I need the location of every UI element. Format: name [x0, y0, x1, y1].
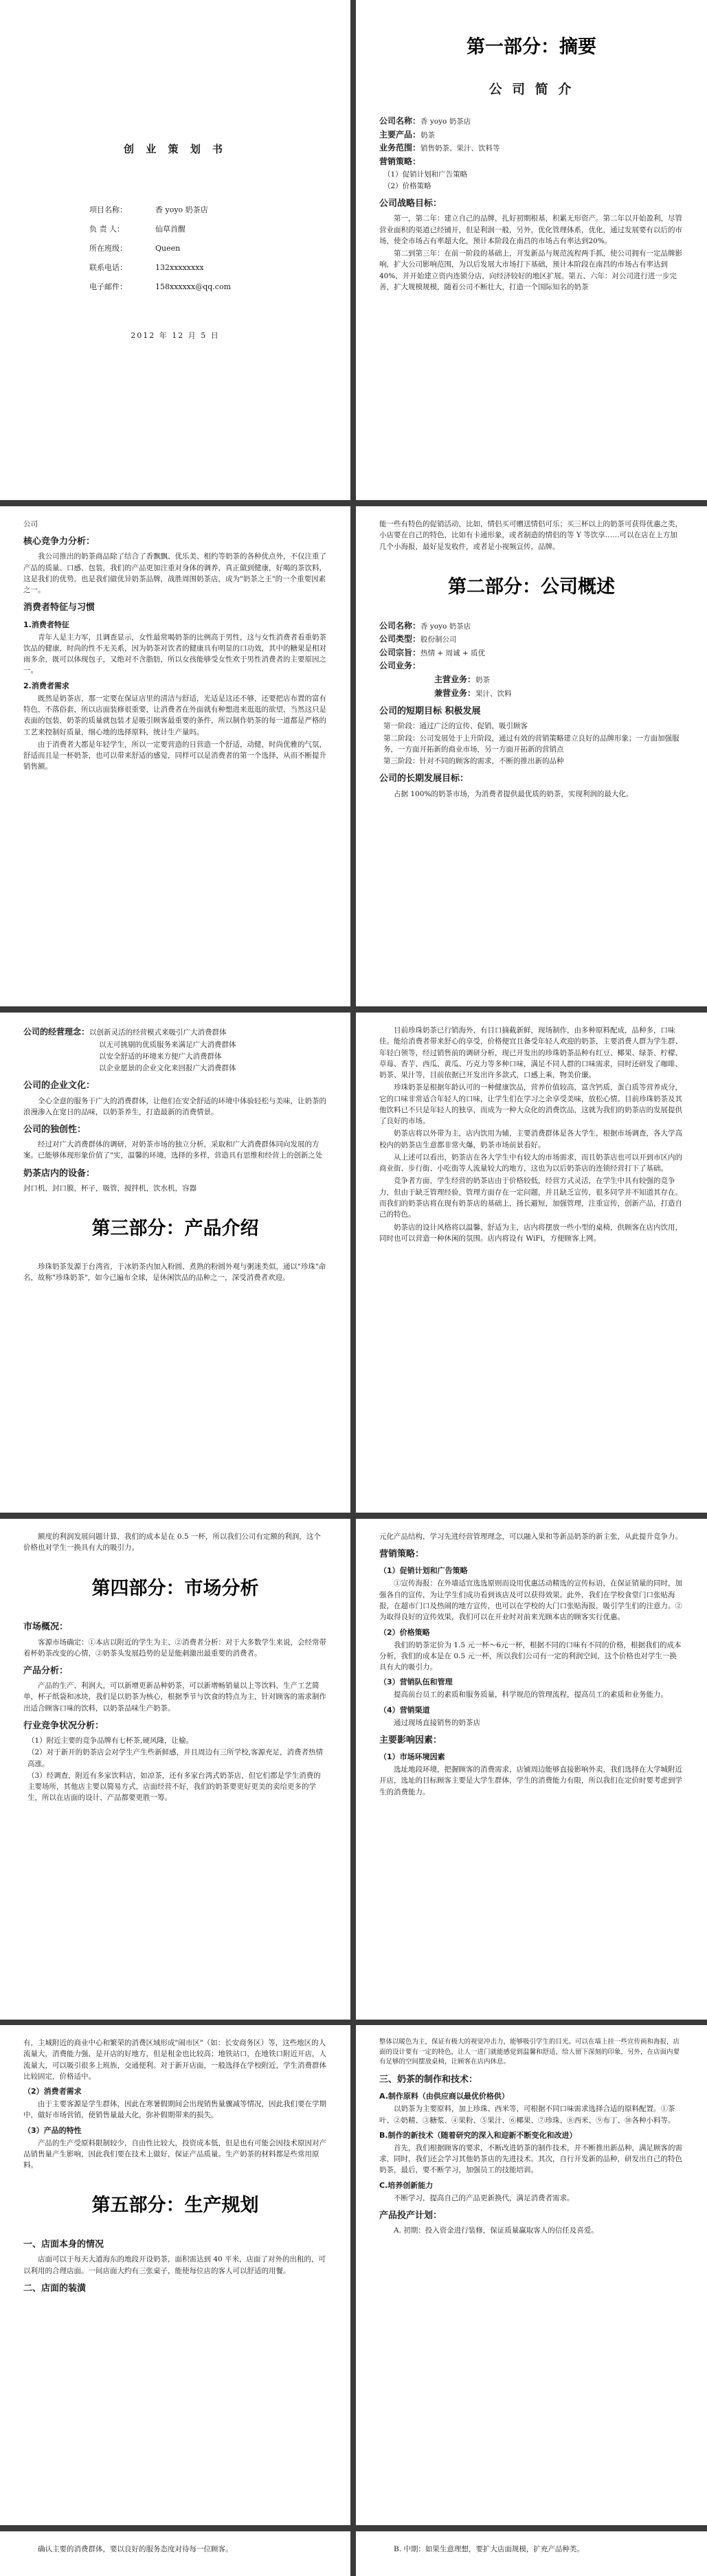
info-row: 公司名称：香 yoyo 奶茶店	[379, 620, 471, 631]
paragraph: 珍珠奶茶是根据年龄认可的一种健康饮品，营养价值较高，富含钙质，蛋白质等营养成分，它的口味非常适合年轻人的口味，让学生们在学习之余享受美味，放松心情。目前珍珠奶茶及其他饮料已不只是年轻人的独享，而成为一种大众化的消费饮品，这就为我们的奶茶店的发展提供了良好的市场。	[379, 1083, 682, 1126]
info-row: 公司类型：股份制公司	[379, 634, 457, 644]
info-row: 公司业务：	[379, 661, 421, 671]
paragraph: 目前珍珠奶茶已行销海外，有目口摘截新鲜，现场制作，由多种原料配成，品种多，口味佳。能给消费者带来舒心的享受，价格便宜且备受年轻人欢迎的奶茶，主要消费人群为学生群、年轻白领等，经过销售前的调研分析，现已开发出的珍珠奶茶品种有红豆、椰果、绿茶、柠檬、草莓、香芋、西瓜、黄瓜、巧克力等多种口味，满足不同人群的口味需求，同时还研发了咖啡、奶茶、果汁等，目前依据已开发出许多款式，口感上乘，物美价廉。	[379, 1026, 682, 1080]
paragraph: 全心全意的服务于广大的消费群体，让他们在安全舒适的环境中体验轻松与美味，让奶茶的浪漫渗入在宽日的品味，以奶茶养生，打造最新的消费情景。	[23, 1096, 326, 1116]
paragraph: 从上述可以看出，奶茶店在各大学生中有较大的市场需求，而且奶茶店也可以开到市区内的商业街、步行街、小吃街等人流量较大的地方，这也为以后奶茶店的连锁经营打下了基础。	[379, 1153, 682, 1173]
list-item: （1）附近主要的竞争品牌有七杯茶,硬风隆，让榆。	[27, 1737, 194, 1745]
paragraph: 我们的奶茶定价为 1.5 元一杯～6元一杯，根据不同的口味有不同的价格，根据我们的成本分析，我们的成本是在 0.5 元一杯，所以我们公司有一定的利润空间，这个价格也对学生一换具有大的吸引力。	[379, 1640, 682, 1672]
page-partial	[0, 2531, 350, 2576]
page-core-competence	[0, 506, 350, 1006]
subheading: A.制作原料（由供应商以最优价格供）	[379, 2092, 509, 2101]
paragraph: 奶茶店的设计风格将以温馨、舒适为主，店内将摆放一些小型的桌椅，供顾客在店内饮用，同时也可以营造一种休闲的氛围。店内将设有 WiFi，方便顾客上网。	[379, 1223, 682, 1243]
heading: 核心竞争力分析：	[23, 536, 96, 547]
paragraph: 整体以暖色为主，保证有极大的视觉冲击力，能够吸引学生的目光。可以在墙上挂一些宣传画和海报，店面的设计要有一定的特色，让人一进门就能感觉到温馨和舒适，给人留下深刻的印象，另外，在店面内要有足够的空间摆放桌椅，让顾客在店内休息。	[379, 2038, 680, 2066]
info-row: 兼营业务：果汁、饮料	[434, 688, 512, 698]
page-market-analysis	[0, 1519, 350, 2020]
subheading: 1.消费者特征	[23, 620, 69, 629]
info-row: 公司宗旨：热情 + 周诚 + 质优	[379, 647, 485, 657]
paragraph: 占据 100%的奶茶市场，为消费者提供最优质的奶茶，实现利润的最大化。	[394, 789, 633, 798]
paragraph: 公司	[23, 520, 38, 528]
paragraph: 既然是奶茶店，那一定要在保证店里的清洁与舒适，光适是这还不够，还要把店布置的富有特色，不落俗套，所以店面装修很重要，让消费者在外面就有种想进来逛逛的欲望，当然这只是表面的包装，奶茶的质量就包装才是吸引顾客最重要的条件，所以制作奶茶的每一道都是严格的工艺来控制好质量，细心地的选择原料，统计生产量吗。	[23, 694, 326, 736]
paragraph: 客源市场确定：①本店以附近的学生为主、②消费者分析：对于大多数学生来说，会经常带着杯奶茶改变的心情，②奶茶头发展趋势的是是能刺激出最重要的消费者。	[23, 1638, 326, 1658]
list-item: 第一阶段：通过广泛的宣传、促销，吸引顾客	[383, 722, 528, 731]
paragraph: 经过对广大消费群体的调研，对奶茶市场的独立分析，采取和广大消费群体同向发展的方案。已能够体现形象价值了"实，温馨的环境，选择的多样，营造具有思维和经营上的创新之处	[23, 1140, 323, 1160]
paragraph: 产品的生产、利润大，可以新增更新品种奶茶，可以新增畅销量以上等饮料，生产工艺简单，杯子纸袋和冰块，我们是以奶茶为核心，根据季节与饮食的特点为主，针对顾客的需求制作出适合顾客口味的饮料，以奶茶品味生产奶茶。	[23, 1682, 326, 1713]
heading: 产品投产计划：	[379, 2211, 442, 2222]
info-row: 主营业务：奶茶	[434, 675, 491, 685]
paragraph: 提高前台员工的素质和服务质量，科学规范的管理流程，提高员工的素质和业务能力。	[394, 1691, 668, 1699]
info-row: 业务范围：销售奶茶、果汁、饮料等	[379, 143, 500, 153]
subheading: 2.消费者需求	[23, 681, 69, 690]
page-summary	[356, 0, 707, 500]
concept-row: 公司的经营理念：以创新灵活的经营模式来吸引广大消费群体	[23, 1027, 227, 1037]
paragraph: 选址地段环境，把握顾客的消费需求，店铺周边能够直接影响外卖，我们选择在大学城附近开店，选址的目标顾客主要是大学生群体，学生的消费能力有限，所以我们在定价时要考虑到学生的消费能力。	[379, 1765, 682, 1796]
heading: 一、店面本身的情况	[23, 2239, 104, 2250]
list-item: （3）经调查，附近有多家饮料店，如凉茶，还有多家台湾式奶茶店，但它们都是学生消费的主要场所，其他店主要以简易方式，店面经营不好，我们的奶茶要更好更美的卖给更多的学生，所以在店面的设计、产品都要更胜一筹。	[27, 1771, 321, 1803]
subheading: （3）产品的特性	[23, 2125, 82, 2135]
paragraph: 第一，第二年：建立自己的品牌，扎好初期根基，积累无形资产。第二年以开始盈利，尽管营业面积的渠道已经铺开，但是利润一般，另外，优化管理体系，优化，通过发展要有以后的市场，使全市场占有率超大化，预计本阶段在南昌的市场占有率达到20%。	[379, 214, 682, 245]
concept-row: 以安全舒适的环境来方便广大消费群体	[99, 1052, 222, 1061]
section-title: 第四部分：市场分析	[91, 1577, 259, 1599]
heading: 公司的独创性：	[23, 1125, 87, 1136]
page-product-detail	[356, 1013, 707, 1513]
paragraph: 确认主要的消费群体，要以良好的服务态度对待每一位顾客。	[38, 2545, 233, 2553]
heading: 二、店面的装潢	[23, 2283, 87, 2294]
concept-row: 以无可挑剔的优质服务来满足广大消费群体	[99, 1040, 236, 1049]
subheading: （1）市场环境因素	[379, 1752, 445, 1762]
list-item: （1）促销计划和广告策略	[383, 170, 468, 179]
cover-date: 2012 年 12 月 5 日	[131, 331, 220, 341]
subheading: （3）营销队伍和管理	[379, 1677, 453, 1687]
paragraph: 额度的利润发展问题计算，我们的成本是在 0.5 一杯，所以我们公司有定额的利润，这个价格也对学生一换具有大的吸引力。	[23, 1533, 321, 1552]
subheading: （2）消费者需求	[23, 2087, 82, 2097]
paragraph: 有，主城附近的商业中心和繁荣的消费区域形成"闹市区"（如：长安商务区）等，这些地区的人流量大，消费能力强，是开店的好地方，但是租金也比较高；地铁站口，在地铁口附近开店，人流量大，可以吸引很多上班族，交通便利。对于新开店面，一般选择在学校附近，学生消费群体比较固定，价格适中。	[23, 2039, 326, 2081]
page-marketing-strategy	[356, 1519, 707, 2020]
heading: 奶茶店内的设备：	[23, 1168, 96, 1179]
list-item: 第二阶段：公司发展处于上升阶段，通过有效的营销策略建立良好的品牌形象；一方面加强服务，一方面开拓新的商业市场，另一方面开拓新的营销点	[383, 734, 680, 754]
cover-row: 电子邮件： 158xxxxxx@qq.com	[89, 282, 232, 292]
concept-row: 以企业愿景的企业文化来回报广大消费群体	[99, 1064, 236, 1073]
paragraph: 封口机，封口膜，杯子，吸管，搅拌机，饮水机，容器	[23, 1184, 197, 1193]
paragraph: 店面可以于每天大道海东的地段开设奶茶，面积需达到 40 平米，店面了对外的出租的，可以利用的合理店面。一间店面大约有三张桌子，能使每位店的客人可以舒适的用餐。	[23, 2255, 326, 2275]
paragraph: 我公司推出的奶茶商品除了结合了香飘飘、优乐美、相约等奶茶的各种优点外，不仅注重了产品的质量、口感、包装，我们的产品更加注重对身体的调养，真正做到健康，好喝的茶饮料，这是我们的优势，也是我们做优异奶茶品牌，战胜周围奶茶店，成为"奶茶之王"的一个重要因素之一。	[23, 552, 326, 595]
paragraph: 珍珠奶茶发源于台湾省，于冰奶茶内加入粉圆、煮熟的粉圆外观与粥迷类似，通以"珍珠"命名，故称"珍珠奶茶"，如今已遍布全球，是休闲饮品的品种之一，深受消费者欢迎。	[23, 1262, 326, 1283]
paragraph: 通过现场直接销售的奶茶店	[394, 1718, 480, 1727]
page-cover	[0, 0, 350, 500]
paragraph: 产品的生产受原料限制较少，自由性比较大，投资成本低，但是也有可能会因技术原因对产品销售量产生影响，因此我们要在技术上做好，保证产品质量。生产奶茶的材料都是些常用原料。	[23, 2138, 326, 2170]
heading: 产品分析：	[23, 1666, 69, 1677]
paragraph: 由于主要客源是学生群体，因此在寒暑假期间会出现销售量骤减等情况，因此我们要在学期中，做好市场营销，使销售量最大化，弥补假期带来的损失。	[23, 2100, 326, 2120]
heading: 营销策略：	[379, 1549, 425, 1560]
heading: 公司的长期发展目标：	[379, 773, 469, 784]
paragraph: 第二到第三年：在前一阶段的基础上，开发新品与规范流程两手抓，使公司拥有一定品牌影响，扩大公司影响范围，为以后发展大市场打下基础，预计本阶段在南昌的市场占有率达到40%，并开始建立资内连锁分店，向经济较好的地区扩展。第五、六年：对公司进行进一步完善，扩大规模规模，随着公司不断壮大，打造一个国际知名的奶茶	[379, 249, 682, 291]
list-item: （2）对于新开的奶茶店会对学生产生些新鲜感，并且周边有三所学校,客源充足，消费者热情高涨。	[27, 1748, 324, 1768]
paragraph: 奶茶店将以外带为主，店内饮用为辅，主要消费群体是各大学生，根据市场调查，各大学高校内的奶茶店生意都非常火爆，奶茶市场前景看好。	[379, 1129, 682, 1149]
paragraph: 首先，我们根据顾客的要求，不断改进奶茶的制作技术，并不断推出新品种，满足顾客的需求，同时，我们还会学习其他奶茶店的先进技术。其次，自行开发新的品种，研发出自己的特色奶茶，最后，要不断学习，加强员工的技能培训。	[379, 2143, 682, 2175]
section-title: 第一部分：摘要	[467, 36, 596, 58]
page-technology	[356, 2025, 707, 2525]
section-title: 第五部分：生产规划	[91, 2195, 259, 2217]
paragraph: 不断学习，提高自己的产品更新换代，满足消费者需求。	[394, 2193, 574, 2202]
heading: 主要影响因素：	[379, 1735, 442, 1745]
info-row: 公司名称：香 yoyo 奶茶店	[379, 116, 471, 126]
heading: 公司战略目标：	[379, 199, 442, 210]
info-row: 营销策略：	[379, 157, 421, 167]
page-partial	[356, 2531, 707, 2576]
paragraph: ①宣传海报：在外墙适宜选选原则而设用优惠活动精选的宣传标语，在保证销量的同时，加强各自的宣传，为让学生们成功看到该店及可以获得效果。此外，我们在学校食堂门口张贴海报，在超市门口及热闹的地方宣传，也可以在学校的大门口张贴海报，吸引学生们的注意力。②为取得良好的宣传效果，我们可以在开业时对前来光顾本店的顾客实行优惠。	[379, 1579, 682, 1622]
subheading: （1）促销计划和广告策略	[379, 1566, 468, 1576]
cover-row: 联系电话： 132xxxxxxxx	[89, 263, 204, 273]
heading: 消费者特征与习惯	[23, 602, 96, 613]
subheading: （2）价格策略	[379, 1627, 430, 1637]
cover-row: 负 责 人： 仙草首醒	[89, 225, 186, 234]
heading: 公司的企业文化：	[23, 1081, 96, 1092]
cover-title: 创 业 策 划 书	[124, 143, 227, 155]
paragraph: 竞争者方面，学生经营的奶茶店由于价格较低，经营方式灵活，在学生中具有较强的竞争力，但由于缺乏管理经验，管理方面存在一定问题，并且缺乏宣传，很多同学并不知道其存在。而我们的奶茶店将在现有奶茶店的基础上，扬长避短，加强管理，注重宣传，创新产品，打造自己的特色。	[379, 1177, 682, 1219]
section-title: 第三部分：产品介绍	[91, 1218, 259, 1240]
paragraph: A. 初期：投入资金进行装修，保证质量赢取客人的信任及喜爱。	[394, 2226, 598, 2235]
heading: 市场概况：	[23, 1622, 69, 1633]
paragraph: 以奶茶为主要原料，加上珍珠、西米等，可根据不同口味需求选择合适的原料配置。①茶叶、②奶精、③糖浆、④果粉、⑤果汁、⑥椰果、⑦珍珠、⑧西米、⑨布丁、⑩各种小料等。	[379, 2105, 675, 2125]
paragraph: 能一些有特色的促销活动，比如，情侣买可赠送情侣可乐；买三杯以上的奶茶可获得优惠之类，小店要在自己的特色，比如有卡通形象，或者制造的情侣的等 Y 等饮享……可以在店在上方加几个小海报，最好是发收件，或者是小视频宣传，品牌。	[379, 520, 682, 551]
subheading: C.培养创新能力	[379, 2180, 434, 2190]
paragraph: B. 中期：如果生意理想，要扩大店面规模，扩充产品种类。	[394, 2545, 584, 2553]
list-item: （2）价格策略	[383, 181, 431, 190]
paragraph: 由于消费者大都是年轻学生，所以一定要营造的日营造一个舒适，动健，时尚优雅的气氛，舒适而且是一杯奶茶，也可以带来舒适的感觉，同样可以是消费者的第一个选择，从而不断提升销售额。	[23, 740, 326, 771]
subheading: B.制作的新技术（随着研究的深入和迎新不断变化和改进）	[379, 2130, 577, 2140]
heading: 三、奶茶的制作和技术：	[379, 2075, 478, 2086]
heading: 行业竞争状况分析：	[23, 1720, 104, 1731]
section-subtitle: 公 司 简 介	[489, 81, 574, 97]
page-production-plan	[0, 2025, 350, 2525]
page-company-overview	[356, 506, 707, 1006]
paragraph: 元化产品结构，学习先进经营管理理念，可以融入果和等新品奶茶的新主张，从此提升竞争力。	[379, 1533, 682, 1541]
page-product-intro	[0, 1013, 350, 1513]
section-title: 第二部分：公司概述	[448, 576, 615, 598]
cover-row: 所在班级： Queen	[89, 244, 181, 253]
heading: 公司的短期目标 积极发展	[379, 706, 481, 717]
info-row: 主要产品：奶茶	[379, 129, 436, 139]
subheading: （4）营销渠道	[379, 1705, 430, 1715]
cover-row: 项目名称： 香 yoyo 奶茶店	[89, 205, 208, 215]
list-item: 第三阶段：针对不同的顾客的需求，不断的推出新的品种	[383, 757, 564, 766]
paragraph: 青年人是主力军，且调查显示，女性最常喝奶茶的比例高于男性，这与女性消费者看重奶茶饮品的健康，时尚的性不无关系，因为奶茶对饮者的健康具有明显的口功效，其中的糖果是相对雨多余，既可以体现包子，又绝对不含脂肪，所以女孩能够受女性欢于男性消费者的主要原因之一。	[23, 633, 326, 675]
